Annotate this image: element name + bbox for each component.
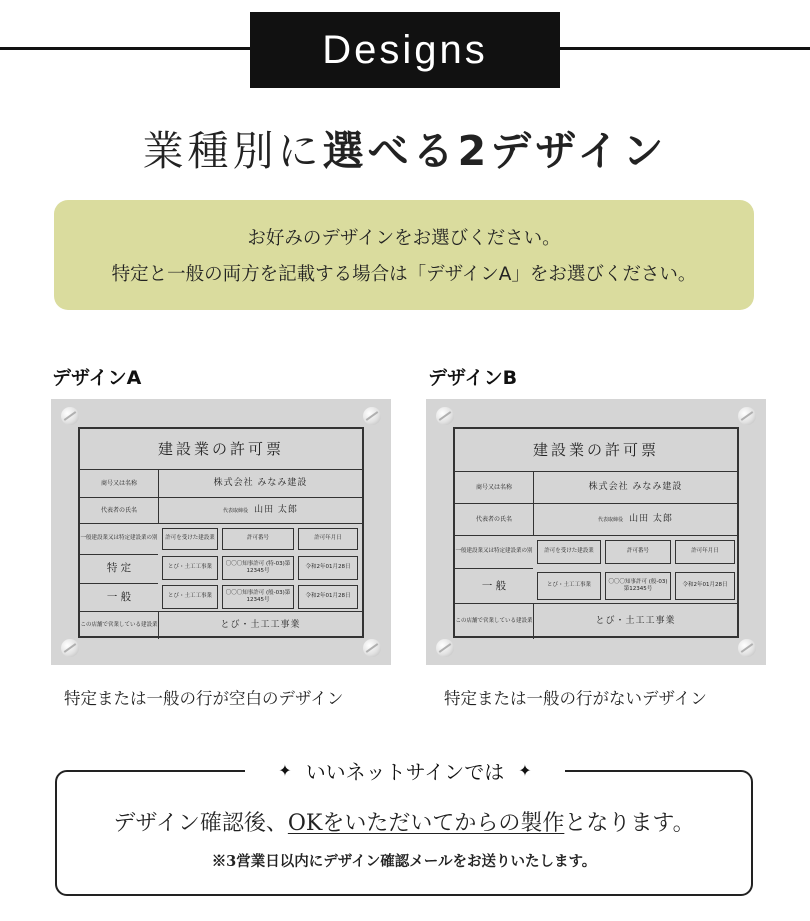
plate-cell-label: 一般建設業又は特定建設業の別 [455,548,533,555]
plate-number: 〇〇〇知事許可 (般-03)第12345号 [605,572,671,600]
plate-cell-label: 商号又は名称 [100,480,137,488]
design-a-label: デザインA [52,367,142,389]
design-a-preview [51,399,391,665]
plate-date: 令和2年01月28日 [675,572,735,600]
message-pre: デザイン確認後、 [113,811,288,836]
screw-icon [436,407,454,425]
plate-trade: とび・土工工事業 [162,556,218,580]
screw-icon [436,639,454,657]
header-rule-left [0,47,250,50]
plate-cell-value [533,504,737,536]
screw-icon [363,407,381,425]
rep-name: 山田 太郎 [254,505,298,516]
plate-date: 令和2年01月28日 [298,585,358,609]
plate-number: 〇〇〇知事許可 (特-03)第12345号 [222,556,294,580]
notice-line-1: お好みのデザインをお選びください。 [247,228,561,249]
plate-head-trade: 許可を受けた建設業 [537,540,601,564]
plate-cell-value: 株式会社 みなみ建設 [533,472,737,504]
plate-head-trade: 許可を受けた建設業 [162,528,218,550]
header-rule-right [560,47,810,50]
page-title [0,118,810,177]
confirmation-title-text: いいネットサインでは [305,759,505,784]
design-a-caption: 特定または一般の行が空白のデザイン [64,689,344,708]
plate-row-store [455,603,737,639]
plate-cell-value [158,498,362,524]
plate-date: 令和2年01月28日 [298,556,358,580]
plate-row-representative [80,497,362,524]
rep-title: 代表取締役 [223,507,249,514]
title-bold: 選べる2デザイン [322,127,668,175]
plate-title: 建設業の許可票 [532,441,659,459]
plate-cell-label: 商号又は名称 [475,484,512,492]
plate-cell-label: この店舗で営業している建設業 [455,617,533,624]
sparkle-icon: ✦ [278,760,292,780]
notice-box [54,200,754,310]
screw-icon [363,639,381,657]
screw-icon [738,639,756,657]
rep-name: 山田 太郎 [629,514,673,525]
plate-cell-label: 一般建設業又は特定建設業の別 [80,535,158,542]
message-underlined: OKをいただいてからの製作 [287,811,565,836]
plate-cell-label: 代表者の氏名 [100,507,137,515]
permit-plate [453,427,739,638]
plate-row-trade-name [80,469,362,498]
design-b-caption: 特定または一般の行がないデザイン [444,689,707,708]
screw-icon [61,639,79,657]
plate-row-representative [455,503,737,536]
plate-cell-value: 株式会社 みなみ建設 [158,470,362,498]
plate-trade: とび・土工工事業 [537,572,601,600]
plate-trade: とび・土工工事業 [162,585,218,609]
sparkle-icon: ✦ [518,760,532,780]
plate-title: 建設業の許可票 [157,440,284,458]
plate-head-number: 許可番号 [605,540,671,564]
rep-title: 代表取締役 [598,516,624,523]
permit-plate [78,427,364,638]
confirmation-title [245,756,565,784]
plate-head-date: 許可年月日 [298,528,358,550]
plate-row-permits [455,535,737,604]
design-b-preview [426,399,766,665]
plate-row-permits [80,523,362,612]
plate-cell-value: とび・土工工事業 [533,604,737,639]
plate-row-store [80,611,362,639]
plate-cell-kind: 一 般 [455,568,533,604]
message-post: となります。 [564,811,695,836]
plate-head-date: 許可年月日 [675,540,735,564]
design-b-label: デザインB [428,367,518,389]
section-heading: Designs [250,12,560,88]
confirmation-note: ※3営業日以内にデザイン確認メールをお送りいたします。 [211,853,597,870]
notice-line-2: 特定と一般の両方を記載する場合は「デザインA」をお選びください。 [111,264,697,285]
plate-number: 〇〇〇知事許可 (般-03)第12345号 [222,585,294,609]
plate-head-number: 許可番号 [222,528,294,550]
confirmation-message [55,806,753,837]
screw-icon [61,407,79,425]
plate-cell-label: この店舗で営業している建設業 [80,621,158,628]
plate-cell-kind: 特 定 [80,554,158,583]
screw-icon [738,407,756,425]
title-normal: 業種別に [142,127,323,175]
plate-cell-value: とび・土工工事業 [158,612,362,639]
plate-cell-kind: 一 般 [80,583,158,612]
plate-row-trade-name [455,471,737,504]
plate-cell-label: 代表者の氏名 [475,516,512,524]
